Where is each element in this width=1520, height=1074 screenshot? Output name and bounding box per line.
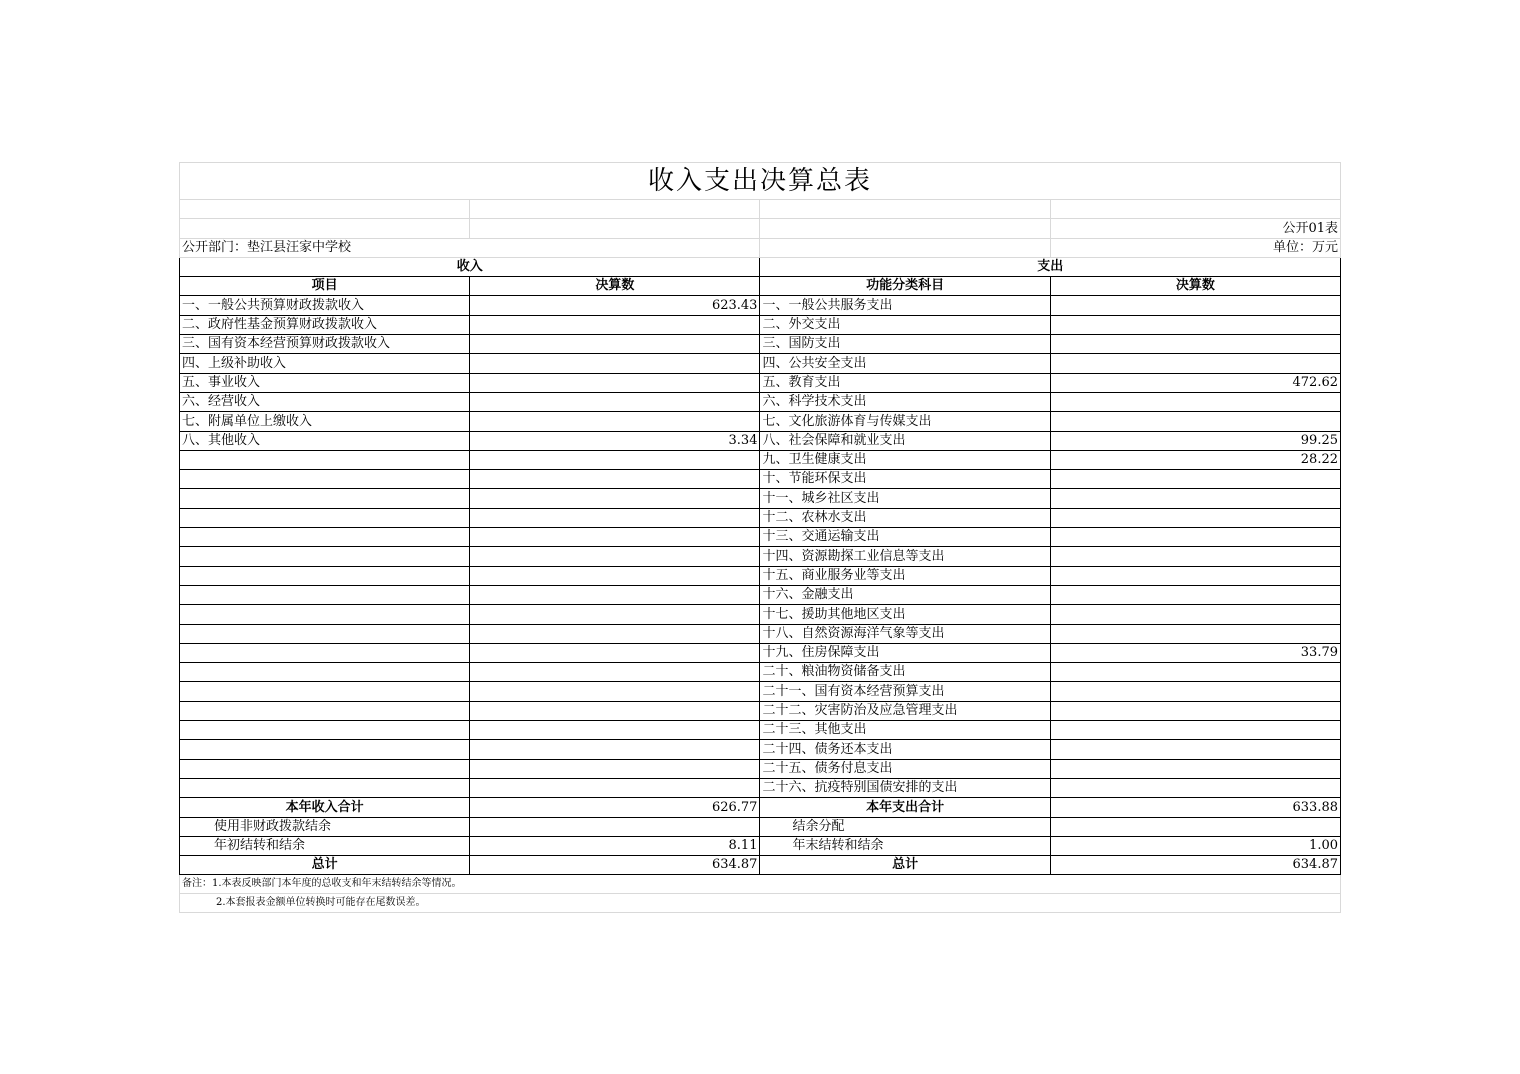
blank-row <box>180 200 1341 219</box>
income-item-cell <box>180 643 470 662</box>
income-item-cell: 二、政府性基金预算财政拨款收入 <box>180 315 470 334</box>
expense-amount-cell: 33.79 <box>1050 643 1340 662</box>
expense-item-cell: 十七、援助其他地区支出 <box>760 605 1050 624</box>
income-item-cell <box>180 663 470 682</box>
table-row <box>180 759 1341 778</box>
table-row <box>180 373 1341 392</box>
expense-amount-cell <box>1050 740 1340 759</box>
income-amount-cell <box>470 566 760 585</box>
income-item-cell <box>180 528 470 547</box>
income-amount-cell <box>470 470 760 489</box>
table-row <box>180 547 1341 566</box>
income-item-cell <box>180 778 470 797</box>
closing-value: 1.00 <box>1050 836 1340 855</box>
expense-item-cell: 二十三、其他支出 <box>760 721 1050 740</box>
table-row <box>180 470 1341 489</box>
income-amount-cell <box>470 701 760 720</box>
income-amount-cell <box>470 315 760 334</box>
table-row <box>180 778 1341 797</box>
expense-total-value: 633.88 <box>1050 798 1340 817</box>
expense-amount-cell <box>1050 547 1340 566</box>
expense-section-header: 支出 <box>760 257 1341 276</box>
income-item-cell <box>180 682 470 701</box>
title-row <box>180 163 1341 200</box>
income-item-cell <box>180 624 470 643</box>
table-row <box>180 392 1341 411</box>
note-2: 2.本套报表金额单位转换时可能存在尾数误差。 <box>180 894 1341 913</box>
expense-amount-cell <box>1050 778 1340 797</box>
expense-amount-cell: 28.22 <box>1050 450 1340 469</box>
surplus-dist-label: 结余分配 <box>760 817 1050 836</box>
section-header-row <box>180 257 1341 276</box>
income-amount-cell <box>470 335 760 354</box>
expense-item-cell: 十八、自然资源海洋气象等支出 <box>760 624 1050 643</box>
expense-amount-cell <box>1050 315 1340 334</box>
income-item-cell: 八、其他收入 <box>180 431 470 450</box>
income-item-cell <box>180 450 470 469</box>
income-amount-cell <box>470 412 760 431</box>
income-amount-cell <box>470 547 760 566</box>
expense-item-header: 功能分类科目 <box>760 277 1050 296</box>
income-item-cell <box>180 470 470 489</box>
table-row <box>180 682 1341 701</box>
expense-item-cell: 三、国防支出 <box>760 335 1050 354</box>
expense-item-cell: 八、社会保障和就业支出 <box>760 431 1050 450</box>
non-fiscal-row <box>180 817 1341 836</box>
expense-amount-cell <box>1050 566 1340 585</box>
expense-amount-cell <box>1050 296 1340 315</box>
table-row <box>180 721 1341 740</box>
table-row <box>180 605 1341 624</box>
income-item-cell: 一、一般公共预算财政拨款收入 <box>180 296 470 315</box>
income-amount-cell <box>470 624 760 643</box>
expense-amount-cell <box>1050 759 1340 778</box>
expense-item-cell: 十一、城乡社区支出 <box>760 489 1050 508</box>
expense-amount-cell <box>1050 489 1340 508</box>
expense-item-cell: 十六、金融支出 <box>760 585 1050 604</box>
table-row <box>180 624 1341 643</box>
note-row-2 <box>180 894 1341 913</box>
grand-expense-value: 634.87 <box>1050 856 1340 875</box>
column-header-row <box>180 277 1341 296</box>
expense-amount-cell: 99.25 <box>1050 431 1340 450</box>
income-amount-cell <box>470 740 760 759</box>
table-row <box>180 508 1341 527</box>
income-total-value: 626.77 <box>470 798 760 817</box>
expense-item-cell: 二十二、灾害防治及应急管理支出 <box>760 701 1050 720</box>
income-amount-cell <box>470 450 760 469</box>
expense-item-cell: 七、文化旅游体育与传媒支出 <box>760 412 1050 431</box>
expense-amount-header: 决算数 <box>1050 277 1340 296</box>
closing-label: 年末结转和结余 <box>760 836 1050 855</box>
form-code: 公开01表 <box>1050 219 1340 238</box>
table-row <box>180 701 1341 720</box>
table-row <box>180 296 1341 315</box>
table-row <box>180 643 1341 662</box>
income-item-cell: 五、事业收入 <box>180 373 470 392</box>
income-amount-cell <box>470 643 760 662</box>
income-item-cell <box>180 585 470 604</box>
expense-item-cell: 六、科学技术支出 <box>760 392 1050 411</box>
grand-total-row <box>180 856 1341 875</box>
table-row <box>180 450 1341 469</box>
unit-label: 单位：万元 <box>1050 238 1340 257</box>
grand-expense-label: 总计 <box>760 856 1050 875</box>
expense-item-cell: 十二、农林水支出 <box>760 508 1050 527</box>
table-row <box>180 585 1341 604</box>
table-row <box>180 431 1341 450</box>
form-code-row <box>180 219 1341 238</box>
expense-amount-cell <box>1050 682 1340 701</box>
income-item-cell <box>180 721 470 740</box>
income-item-cell <box>180 701 470 720</box>
note-row-1 <box>180 875 1341 894</box>
expense-item-cell: 二十一、国有资本经营预算支出 <box>760 682 1050 701</box>
expense-item-cell: 二十四、债务还本支出 <box>760 740 1050 759</box>
income-item-cell <box>180 547 470 566</box>
income-amount-cell <box>470 354 760 373</box>
table-row <box>180 412 1341 431</box>
table-row <box>180 315 1341 334</box>
expense-amount-cell <box>1050 585 1340 604</box>
non-fiscal-label: 使用非财政拨款结余 <box>180 817 470 836</box>
income-amount-cell <box>470 759 760 778</box>
income-amount-cell: 623.43 <box>470 296 760 315</box>
table-row <box>180 335 1341 354</box>
expense-amount-cell <box>1050 470 1340 489</box>
income-item-cell: 七、附属单位上缴收入 <box>180 412 470 431</box>
income-item-cell <box>180 566 470 585</box>
expense-item-cell: 十、节能环保支出 <box>760 470 1050 489</box>
income-item-cell <box>180 740 470 759</box>
income-section-header: 收入 <box>180 257 760 276</box>
income-item-cell <box>180 489 470 508</box>
expense-amount-cell <box>1050 701 1340 720</box>
grand-income-value: 634.87 <box>470 856 760 875</box>
opening-value: 8.11 <box>470 836 760 855</box>
income-amount-cell <box>470 392 760 411</box>
expense-amount-cell <box>1050 528 1340 547</box>
income-item-cell: 四、上级补助收入 <box>180 354 470 373</box>
income-amount-cell <box>470 682 760 701</box>
year-total-row <box>180 798 1341 817</box>
department-label: 公开部门：垫江县汪家中学校 <box>180 238 760 257</box>
income-total-label: 本年收入合计 <box>180 798 470 817</box>
expense-amount-cell: 472.62 <box>1050 373 1340 392</box>
income-amount-cell <box>470 528 760 547</box>
grand-income-label: 总计 <box>180 856 470 875</box>
table-row <box>180 354 1341 373</box>
expense-item-cell: 二十五、债务付息支出 <box>760 759 1050 778</box>
expense-item-cell: 五、教育支出 <box>760 373 1050 392</box>
income-amount-cell <box>470 489 760 508</box>
carryover-row <box>180 836 1341 855</box>
expense-item-cell: 四、公共安全支出 <box>760 354 1050 373</box>
table-row <box>180 663 1341 682</box>
expense-amount-cell <box>1050 624 1340 643</box>
expense-item-cell: 十三、交通运输支出 <box>760 528 1050 547</box>
income-item-cell <box>180 759 470 778</box>
department-row <box>180 238 1341 257</box>
report-sheet <box>179 162 1341 913</box>
table-row <box>180 489 1341 508</box>
income-amount-cell <box>470 605 760 624</box>
income-amount-cell <box>470 373 760 392</box>
income-amount-cell <box>470 778 760 797</box>
data-rows <box>180 296 1341 798</box>
surplus-dist-value <box>1050 817 1340 836</box>
expense-amount-cell <box>1050 663 1340 682</box>
income-item-header: 项目 <box>180 277 470 296</box>
expense-item-cell: 十四、资源勘探工业信息等支出 <box>760 547 1050 566</box>
note-1: 备注：1.本表反映部门本年度的总收支和年末结转结余等情况。 <box>180 875 1341 894</box>
expense-item-cell: 一、一般公共服务支出 <box>760 296 1050 315</box>
income-item-cell: 三、国有资本经营预算财政拨款收入 <box>180 335 470 354</box>
non-fiscal-value <box>470 817 760 836</box>
expense-amount-cell <box>1050 354 1340 373</box>
expense-item-cell: 九、卫生健康支出 <box>760 450 1050 469</box>
income-amount-cell <box>470 721 760 740</box>
table-row <box>180 740 1341 759</box>
income-item-cell: 六、经营收入 <box>180 392 470 411</box>
income-amount-cell <box>470 585 760 604</box>
expense-item-cell: 二、外交支出 <box>760 315 1050 334</box>
income-amount-cell <box>470 508 760 527</box>
income-amount-header: 决算数 <box>470 277 760 296</box>
income-item-cell <box>180 605 470 624</box>
table-row <box>180 566 1341 585</box>
expense-total-label: 本年支出合计 <box>760 798 1050 817</box>
expense-item-cell: 二十六、抗疫特别国债安排的支出 <box>760 778 1050 797</box>
expense-item-cell: 二十、粮油物资储备支出 <box>760 663 1050 682</box>
expense-amount-cell <box>1050 605 1340 624</box>
report-table <box>179 162 1341 913</box>
expense-item-cell: 十九、住房保障支出 <box>760 643 1050 662</box>
page-title: 收入支出决算总表 <box>180 163 1341 200</box>
expense-amount-cell <box>1050 721 1340 740</box>
expense-amount-cell <box>1050 412 1340 431</box>
income-amount-cell: 3.34 <box>470 431 760 450</box>
expense-item-cell: 十五、商业服务业等支出 <box>760 566 1050 585</box>
expense-amount-cell <box>1050 508 1340 527</box>
income-item-cell <box>180 508 470 527</box>
expense-amount-cell <box>1050 392 1340 411</box>
expense-amount-cell <box>1050 335 1340 354</box>
table-row <box>180 528 1341 547</box>
income-amount-cell <box>470 663 760 682</box>
opening-label: 年初结转和结余 <box>180 836 470 855</box>
